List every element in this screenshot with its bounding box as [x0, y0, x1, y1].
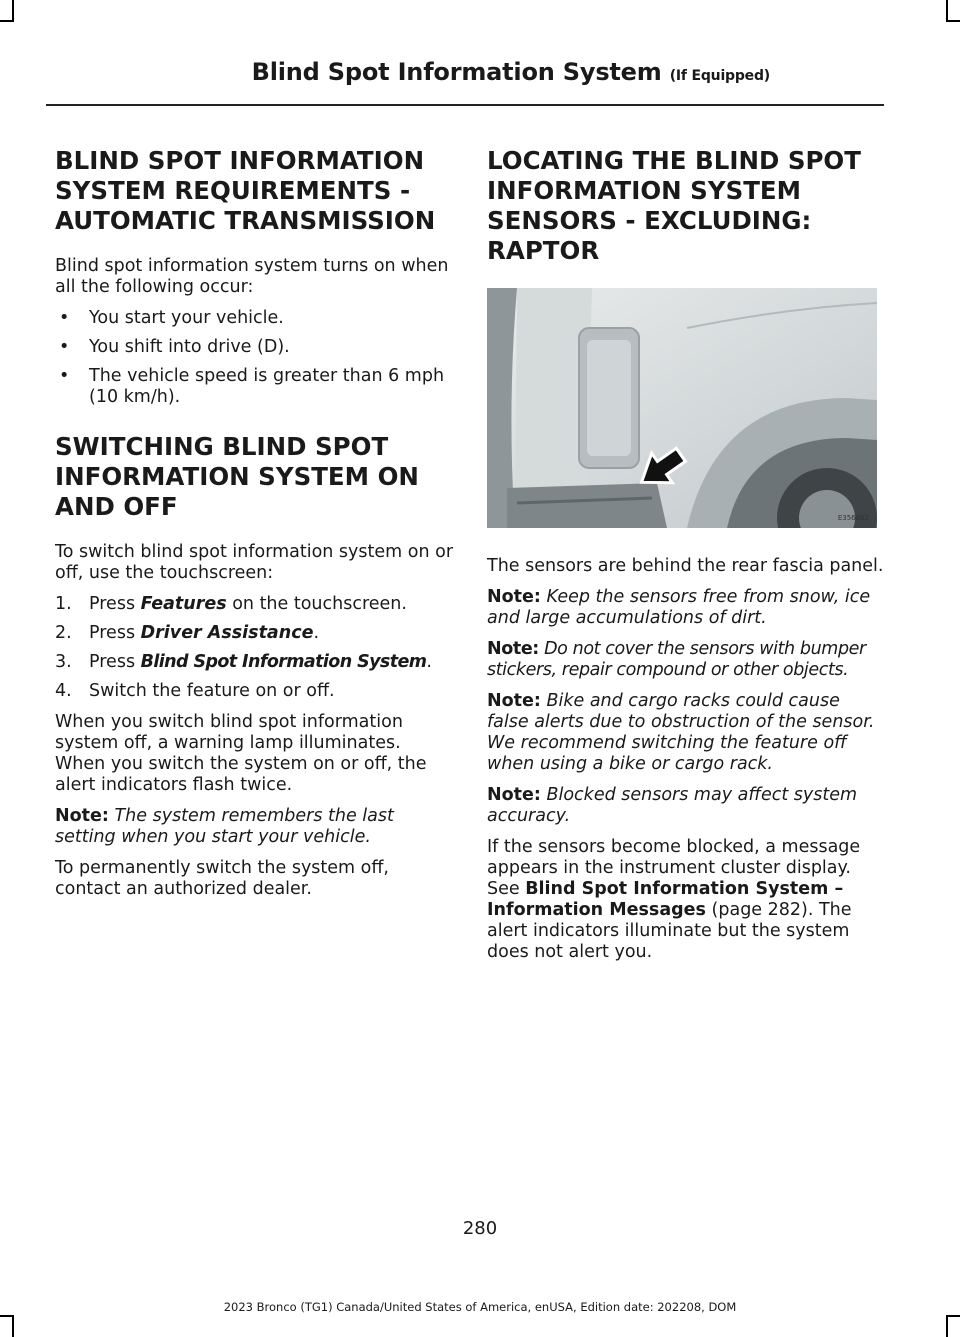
list-item: • The vehicle speed is greater than 6 mph (10 km/h).: [59, 366, 445, 407]
photo-code: E356802: [837, 514, 869, 522]
note: Note: Bike and cargo racks could cause false alerts due to obstruction of the sensor. We recommend switching the feature off when using a bike or cargo rack.: [487, 691, 875, 774]
page-number: 280: [462, 1218, 498, 1239]
crop-mark: [946, 1317, 948, 1337]
left-column: [55, 146, 455, 910]
permanent-paragraph: To permanently switch the system off, contact an authorized dealer.: [55, 858, 389, 899]
list-item: • You shift into drive (D).: [59, 337, 290, 357]
crop-mark: [12, 1317, 14, 1337]
list-item: • You start your vehicle.: [59, 308, 284, 328]
crop-mark: [946, 20, 960, 22]
step-item: 3. Press Blind Spot Information System.: [55, 652, 432, 672]
crop-mark: [12, 0, 14, 20]
bullet: •: [59, 308, 70, 328]
crop-mark: [0, 20, 14, 22]
sensors-paragraph: The sensors are behind the rear fascia panel.: [487, 556, 884, 576]
section-heading-switching: SWITCHING BLIND SPOT INFORMATION SYSTEM ON AND OFF: [55, 432, 419, 521]
note: Note: Keep the sensors free from snow, ice and large accumulations of dirt.: [487, 587, 871, 628]
step-item: 4. Switch the feature on or off.: [55, 681, 335, 701]
section-heading-locating: LOCATING THE BLIND SPOT INFORMATION SYSTEM SENSORS - EXCLUDING: RAPTOR: [487, 146, 861, 265]
warning-paragraph: When you switch blind spot information system off, a warning lamp illuminates. When you switch the system on or off, the alert indicators flash twice.: [55, 712, 427, 795]
footer-edition: 2023 Bronco (TG1) Canada/United States of America, enUSA, Edition date: 202208, DOM: [223, 1300, 737, 1314]
cross-reference-link[interactable]: Blind Spot Information System – Information Messages: [487, 879, 844, 920]
crop-mark: [0, 1315, 14, 1317]
page-header: [150, 58, 770, 86]
section-heading-requirements: BLIND SPOT INFORMATION SYSTEM REQUIREMENTS - AUTOMATIC TRANSMISSION: [55, 146, 436, 235]
steps-list: [55, 594, 455, 702]
vehicle-rear-illustration: [487, 288, 877, 528]
header-suffix: (If Equipped): [669, 68, 770, 84]
header-divider: [46, 104, 884, 106]
bullet: •: [59, 337, 70, 357]
step-item: 2. Press Driver Assistance.: [55, 623, 320, 643]
requirements-intro: Blind spot information system turns on when all the following occur:: [55, 256, 449, 297]
crop-mark: [946, 1315, 960, 1317]
switch-intro: To switch blind spot information system on or off, use the touchscreen:: [55, 542, 454, 583]
step-item: 1. Press Features on the touchscreen.: [55, 594, 407, 614]
sensor-location-photo: [487, 288, 877, 528]
right-column: [487, 146, 885, 973]
bullet: •: [59, 366, 70, 386]
note: Note: Do not cover the sensors with bumper stickers, repair compound or other objects.: [487, 639, 866, 680]
note: Note: Blocked sensors may affect system accuracy.: [487, 785, 858, 826]
blocked-paragraph: If the sensors become blocked, a message appears in the instrument cluster display. See Blind Spot Information System – Information Messages (page 282). The alert indicators illuminate but the system does not alert you.: [487, 837, 861, 962]
crop-mark: [946, 0, 948, 20]
requirements-list: [55, 308, 455, 408]
note: Note: The system remembers the last setting when you start your vehicle.: [55, 806, 394, 847]
header-title: Blind Spot Information System: [251, 58, 662, 86]
